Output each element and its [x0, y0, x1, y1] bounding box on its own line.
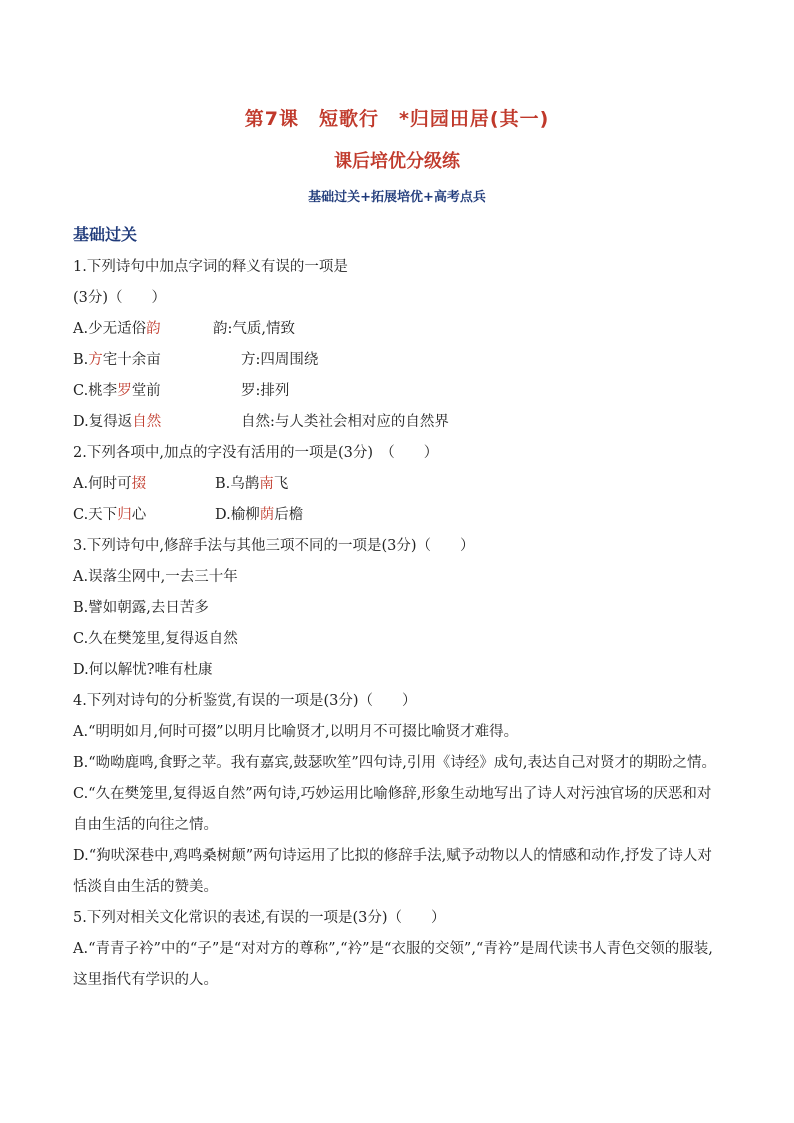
marked-word: 荫	[259, 507, 275, 523]
section-heading: 基础过关	[73, 225, 138, 244]
q1-option-d: D.复得返自然 自然:与人类社会相对应的自然界	[73, 414, 449, 430]
marked-word: 归	[117, 507, 132, 523]
q3-option-a: A.误落尘网中,一去三十年	[73, 569, 238, 585]
q1-option-b: B.方宅十余亩 方:四周围绕	[73, 352, 319, 368]
marked-word: 罗	[117, 383, 132, 399]
marked-word: 掇	[131, 476, 147, 492]
q3-option-d: D.何以解忧?唯有杜康	[73, 662, 213, 678]
q4-option-c: C.“久在樊笼里,复得返自然”两句诗,巧妙运用比喻修辞,形象生动地写出了诗人对污浊官场的厌恶和对自由生活的向往之情。	[73, 786, 712, 833]
q3-option-c: C.久在樊笼里,复得返自然	[73, 631, 238, 647]
q4-option-b: B.“呦呦鹿鸣,食野之苹。我有嘉宾,鼓瑟吹笙”四句诗,引用《诗经》成句,表达自己对贤才的期盼之情。	[73, 755, 717, 771]
marked-word: 方	[88, 352, 103, 368]
q4-stem: 4.下列对诗句的分析鉴赏,有误的一项是(3分)（ ）	[73, 693, 417, 709]
q5-stem: 5.下列对相关文化常识的表述,有误的一项是(3分)（ ）	[73, 910, 446, 926]
q1-option-c: C.桃李罗堂前 罗:排列	[73, 383, 290, 399]
lesson-title: 第7课 短歌行 *归园田居(其一)	[244, 108, 550, 130]
q2-options-ab: A.何时可掇 B.乌鹊南飞	[73, 476, 289, 492]
q4-option-d: D.“狗吠深巷中,鸡鸣桑树颠”两句诗运用了比拟的修辞手法,赋予动物以人的情感和动作,抒发了诗人对恬淡自由生活的赞美。	[73, 848, 712, 895]
q4-option-a: A.“明明如月,何时可掇”以明月比喻贤才,以明月不可掇比喻贤才难得。	[73, 724, 519, 740]
q2-options-cd: C.天下归心 D.榆柳荫后檐	[73, 507, 304, 523]
q2-stem: 2.下列各项中,加点的字没有活用的一项是(3分) （ ）	[73, 445, 439, 461]
q1-score: (3分)（ ）	[73, 290, 167, 306]
marked-word: 韵	[146, 321, 161, 337]
q1-stem: 1.下列诗句中加点字词的释义有误的一项是	[73, 259, 348, 275]
q3-stem: 3.下列诗句中,修辞手法与其他三项不同的一项是(3分)（ ）	[73, 538, 475, 554]
q1-option-a: A.少无适俗韵 韵:气质,情致	[73, 321, 295, 337]
q5-option-a: A.“青青子衿”中的“子”是“对对方的尊称”,“衿”是“衣服的交领”,“青衿”是周代读书人青色交领的服装,这里指代有学识的人。	[73, 941, 713, 988]
marked-word: 南	[259, 476, 274, 492]
question-list	[73, 252, 723, 996]
tagline: 基础过关+拓展培优+高考点兵	[308, 190, 486, 205]
q3-option-b: B.譬如朝露,去日苦多	[73, 600, 209, 616]
lesson-subtitle: 课后培优分级练	[334, 151, 460, 172]
marked-word: 自然	[132, 414, 162, 430]
